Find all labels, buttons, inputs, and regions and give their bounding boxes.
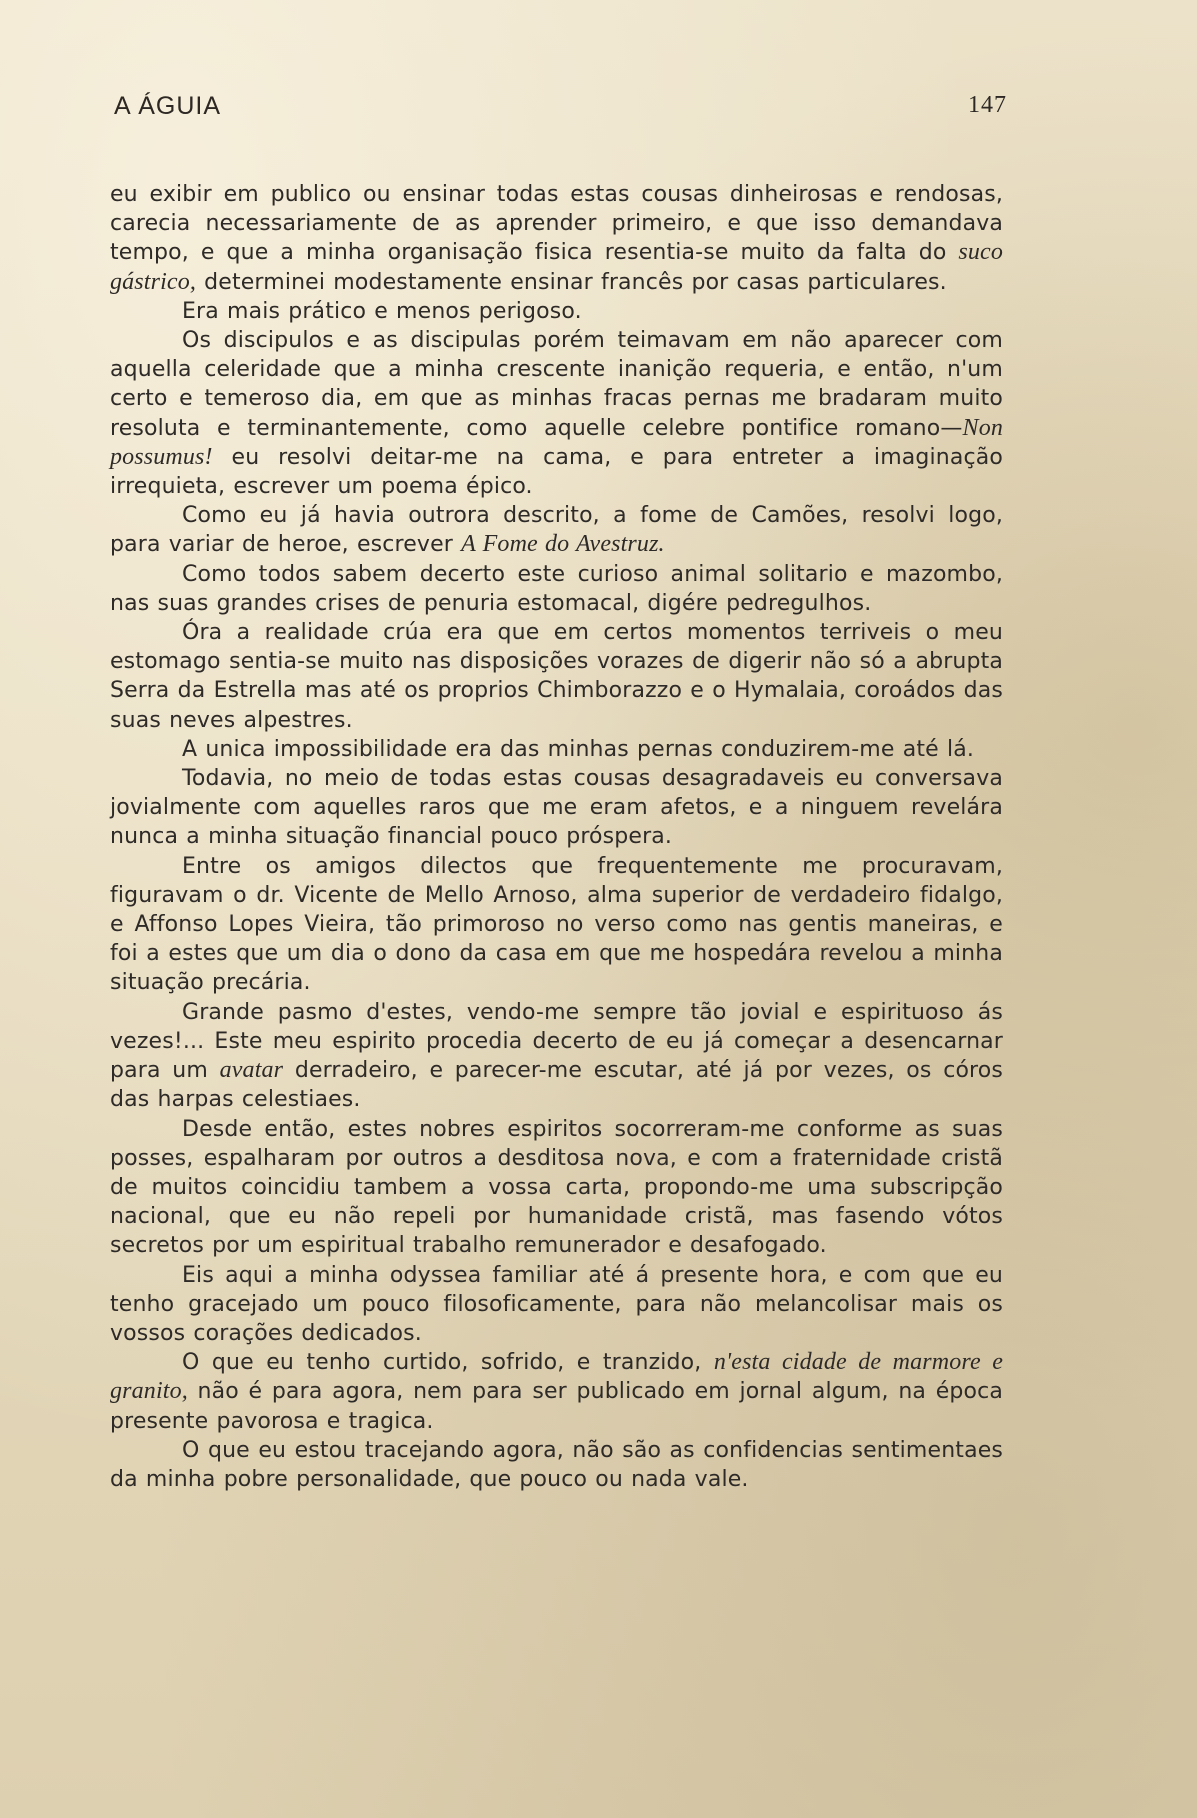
italic-phrase: Non possumus! xyxy=(110,414,1003,470)
text-run: Os discipulos e as discipulas porém teimavam em não aparecer com aquella celeridade que a minha crescente inanição requeria, e então, n'um certo e temeroso dia, em que as minhas fracas pernas me bradaram muito resoluta e terminantemente, como aquelle celebre pontifice romano— xyxy=(110,328,1003,441)
paragraph xyxy=(110,326,1003,501)
text-run: Grande pasmo d'estes, vendo-me sempre tão jovial e espirituoso ás vezes!... Este meu espirito procedia decerto de eu já começar a desencarnar para um xyxy=(110,999,1003,1084)
paragraph xyxy=(110,998,1003,1115)
text-run: derradeiro, e parecer-me escutar, até já por vezes, os córos das harpas celestiaes. xyxy=(110,1058,1003,1113)
text-run: Desde então, estes nobres espiritos socorreram-me conforme as suas posses, espalharam por outros a desditosa nova, e com a fraternidade cristã de muitos coincidiu tambem a vossa carta, propondo-me uma subscripção nacional, que eu não repeli por humanidade cristã, mas fasendo vótos secretos por um espiritual trabalho remunerador e desafogado. xyxy=(110,1116,1003,1259)
body-text xyxy=(110,180,1003,1494)
page-number: 147 xyxy=(968,92,1007,118)
italic-phrase: suco gástrico, xyxy=(110,239,1003,295)
text-run: Todavia, no meio de todas estas cousas desagradaveis eu conversava jovialmente com aquelles raros que me eram afetos, e a ninguem revelára nunca a minha situação financial pouco próspera. xyxy=(110,766,1003,850)
italic-phrase: A Fome do Avestruz. xyxy=(461,531,665,558)
page xyxy=(110,88,1007,1492)
paragraph xyxy=(110,1348,1003,1436)
paragraph xyxy=(110,735,1003,764)
text-run: Como todos sabem decerto este curioso animal solitario e mazombo, nas suas grandes crises de penuria estomacal, digére pedregulhos. xyxy=(110,561,1003,616)
text-run: eu resolvi deitar-me na cama, e para entreter a imaginação irrequieta, escrever um poema épico. xyxy=(110,444,1003,500)
text-run: O que eu estou tracejando agora, não são as confidencias sentimentaes da minha pobre personalidade, que pouco ou nada vale. xyxy=(110,1437,1003,1492)
text-run: determinei modestamente ensinar francês por casas particulares. xyxy=(196,269,947,295)
text-run: Eis aqui a minha odyssea familiar até á presente hora, e com que eu tenho gracejado um pouco filosoficamente, para não melancolisar mais os vossos corações dedicados. xyxy=(110,1262,1003,1346)
paragraph xyxy=(110,297,1003,326)
paragraph xyxy=(110,764,1003,852)
paragraph xyxy=(110,1115,1003,1261)
italic-phrase: avatar xyxy=(219,1057,284,1084)
paragraph xyxy=(110,852,1003,998)
paragraph xyxy=(110,560,1003,618)
paragraph xyxy=(110,1261,1003,1349)
text-run: Óra a realidade crúa era que em certos momentos terriveis o meu estomago sentia-se muito nas disposições vorazes de digerir não só a abrupta Serra da Estrella mas até os proprios Chimborazzo e o Hymalaia, coroádos das suas neves alpestres. xyxy=(110,620,1003,733)
text-run: A unica impossibilidade era das minhas pernas conduzirem-me até lá. xyxy=(182,736,974,762)
paragraph xyxy=(110,501,1003,559)
text-run: não é para agora, nem para ser publicado em jornal algum, na época presente pavorosa e tragica. xyxy=(110,1379,1003,1434)
text-run: Era mais prático e menos perigoso. xyxy=(182,298,582,324)
text-run: Entre os amigos dilectos que frequentemente me procuravam, figuravam o dr. Vicente de Mello Arnoso, alma superior de verdadeiro fidalgo, e Affonso Lopes Vieira, tão primoroso no verso como nas gentis maneiras, e foi a estes que um dia o dono da casa em que me hospedára revelou a minha situação precária. xyxy=(110,853,1003,996)
italic-phrase: n'esta cidade de marmore e granito, xyxy=(110,1349,1003,1405)
text-run: O que eu tenho curtido, sofrido, e tranzido, xyxy=(182,1350,714,1376)
text-run: eu exibir em publico ou ensinar todas estas cousas dinheirosas e rendosas, carecia necessariamente de as aprender primeiro, e que isso demandava tempo, e que a minha organisação fisica resentia-se muito da falta do xyxy=(110,182,1003,266)
paragraph xyxy=(110,180,1003,297)
paragraph xyxy=(110,1436,1003,1494)
running-header xyxy=(110,88,1007,128)
paragraph xyxy=(110,618,1003,735)
text-run: Como eu já havia outrora descrito, a fome de Camões, resolvi logo, para variar de heroe, escrever xyxy=(110,503,1003,558)
journal-title: A ÁGUIA xyxy=(114,92,222,120)
